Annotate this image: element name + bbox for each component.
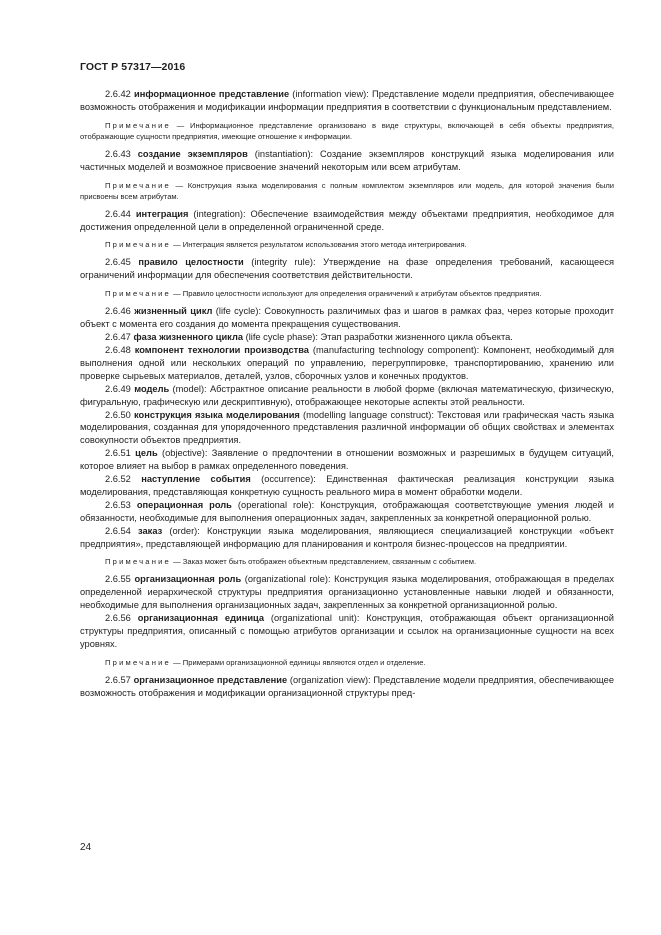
- term-definition: [80, 447, 614, 473]
- term-definition: [80, 573, 614, 612]
- note-label: Примечание: [105, 657, 171, 667]
- term-definition: [80, 499, 614, 525]
- term-text: (manufacturing technology component): Компонент, необходимый для выполнения одной или нескольких операций по управлению, перегруппировке, транспортированию, хранению или проверке сырьевых материалов, деталей, узлов, сборочных узлов и конечных продуктов.: [80, 344, 615, 381]
- note: [80, 657, 614, 668]
- term-text: (occurrence): Единственная фактическая реализация конструкции языка моделирования, представляющая конкретную сущность реального мира в момент обработки модели.: [80, 474, 614, 497]
- term-text: (instantiation): Создание экземпляров конструкций языка моделирования или частичных моделей и возможное присвоение значений некоторым или всем атрибутам.: [80, 148, 615, 172]
- term-name: интеграция: [135, 208, 189, 219]
- note-dash: —: [170, 557, 183, 567]
- document-body: [80, 88, 614, 700]
- term-name: операционная роль: [136, 499, 232, 510]
- term-name: заказ: [138, 525, 163, 536]
- term-definition: [80, 88, 614, 114]
- note-text: Конструкция языка моделирования с полным комплектом экземпляров или модель, для которой значения были присвоены всем атрибутам.: [80, 180, 614, 201]
- note: [80, 556, 614, 567]
- note: [80, 120, 614, 142]
- term-text: (order): Конструкции языка моделирования, являющиеся специализацией конструкции «объект предприятия», представляющей информацию для планирования и контроля бизнес-процессов на предприятии.: [80, 525, 614, 549]
- term-definition: [80, 208, 614, 234]
- term-number: 2.6.42: [105, 89, 135, 99]
- term-text: (organizational role): Конструкция языка моделирования, отображающая в пределах определенной иерархической структуры предприятия организационно установленные навыки людей и обязанности, необходимые для выполнения организационных задач, закрепленных за конкретной организационной ролью.: [80, 574, 614, 611]
- note-label: Примечание: [105, 240, 171, 250]
- term-number: 2.6.47: [105, 332, 134, 343]
- document-header: ГОСТ Р 57317—2016: [80, 61, 186, 73]
- term-number: 2.6.55: [105, 574, 135, 585]
- term-text: (objective): Заявление о предпочтении в отношении возможных и разрешимых в будущем ситуаций, которое влияет на выбор в рамках определенного поведения.: [80, 448, 614, 472]
- term-number: 2.6.48: [105, 344, 135, 355]
- term-name: цель: [135, 448, 158, 459]
- note-text: Заказ может быть отображен объектным представлением, связанным с событием.: [182, 557, 477, 567]
- term-definition: [80, 473, 614, 499]
- term-definition: [80, 256, 614, 282]
- term-text: (life cycle phase): Этап разработки жизненного цикла объекта.: [243, 332, 513, 343]
- note: [80, 180, 614, 202]
- term-definition: [80, 331, 614, 344]
- term-name: создание экземпляров: [137, 148, 248, 159]
- term-definition: [80, 305, 614, 331]
- note-label: Примечание: [105, 120, 171, 130]
- note-text: Интеграция является результатом использования этого метода интегрирования.: [182, 240, 467, 250]
- note-text: Правило целостности используют для определения ограничений к атрибутам объектов предприятия.: [182, 289, 542, 299]
- term-name: организационная единица: [137, 613, 265, 624]
- term-number: 2.6.46: [105, 306, 135, 317]
- note-dash: —: [170, 180, 188, 190]
- term-definition: [80, 409, 614, 448]
- term-text: (organizational unit): Конструкция, отображающая объект организационной структуры предприятия, описанный с помощью атрибутов организации и ссылок на организационные сущности на всех уровнях.: [80, 613, 614, 649]
- term-name: организационное представление: [133, 674, 288, 685]
- term-text: (integrity rule): Утверждение на фазе определения требований, касающееся ограничений информации для обеспечения соответствия действительности.: [80, 257, 615, 281]
- note-dash: —: [170, 289, 183, 299]
- note: [80, 288, 614, 299]
- term-number: 2.6.52: [105, 474, 142, 485]
- term-name: конструкция языка моделирования: [134, 409, 300, 420]
- term-number: 2.6.44: [105, 208, 136, 219]
- note-dash: —: [170, 657, 183, 667]
- term-name: организационная роль: [134, 574, 242, 585]
- term-definition: [80, 674, 614, 700]
- term-text: (modelling language construct): Текстовая или графическая часть языка моделирования, созданная для упорядоченного представления различной информации об общих свойствах и элементах совокупности объектов предприятия.: [80, 409, 615, 446]
- term-name: жизненный цикл: [134, 306, 213, 317]
- note: [80, 239, 614, 250]
- term-text: (life cycle): Совокупность различимых фаз и шагов в рамках фаз, через которые проходит объект с момента его создания до момента прекращения существования.: [80, 306, 614, 330]
- note-label: Примечание: [105, 180, 171, 190]
- note-label: Примечание: [105, 289, 171, 299]
- term-number: 2.6.49: [105, 383, 135, 394]
- term-text: (model): Абстрактное описание реальности в любой форме (включая математическую, физическую, фигуральную, графическую или дескриптивную), отображающее некоторые аспекты этой реальности.: [80, 383, 614, 407]
- term-definition: [80, 383, 614, 409]
- term-definition: [80, 612, 614, 651]
- term-name: фаза жизненного цикла: [133, 332, 244, 343]
- note-text: Информационное представление организовано в виде структуры, включающей в себя объекты предприятия, отображающие сущности предприятия, имеющие отношение к информации.: [80, 120, 614, 141]
- term-definition: [80, 344, 614, 383]
- term-name: информационное представление: [134, 89, 290, 99]
- term-text: (operational role): Конструкция, отображающая соответствующие умения людей и обязанности, необходимые для выполнения операционных задач, закрепленных за конкретной операционной ролью.: [80, 499, 614, 523]
- term-name: модель: [134, 383, 170, 394]
- page-number: 24: [80, 842, 92, 853]
- term-number: 2.6.50: [105, 409, 135, 420]
- term-name: компонент технологии производства: [134, 344, 309, 355]
- note-label: Примечание: [105, 557, 171, 567]
- note-text: Примерами организационной единицы являются отдел и отделение.: [182, 657, 426, 667]
- term-number: 2.6.56: [105, 613, 138, 624]
- term-text: (information view): Представление модели предприятия, обеспечивающее возможность отображения и модификации информации предприятия в соответствии с функциональным представлением.: [80, 89, 615, 112]
- note-dash: —: [170, 240, 183, 250]
- term-definition: [80, 525, 614, 551]
- term-number: 2.6.45: [105, 257, 139, 268]
- term-number: 2.6.57: [105, 674, 134, 685]
- note-dash: —: [170, 120, 191, 130]
- term-number: 2.6.53: [105, 499, 137, 510]
- term-number: 2.6.51: [105, 448, 136, 459]
- term-number: 2.6.43: [105, 148, 138, 159]
- term-text: (organization view): Представление модели предприятия, обеспечивающее возможность отображения и модификации организационной структуры пред-: [80, 674, 615, 698]
- term-name: наступление события: [141, 474, 251, 485]
- term-number: 2.6.54: [105, 525, 138, 536]
- term-definition: [80, 148, 614, 174]
- term-text: (integration): Обеспечение взаимодействия между объектами предприятия, необходимое для достижения определенной цели в определенной ограниченной среде.: [80, 208, 614, 232]
- term-name: правило целостности: [138, 257, 244, 268]
